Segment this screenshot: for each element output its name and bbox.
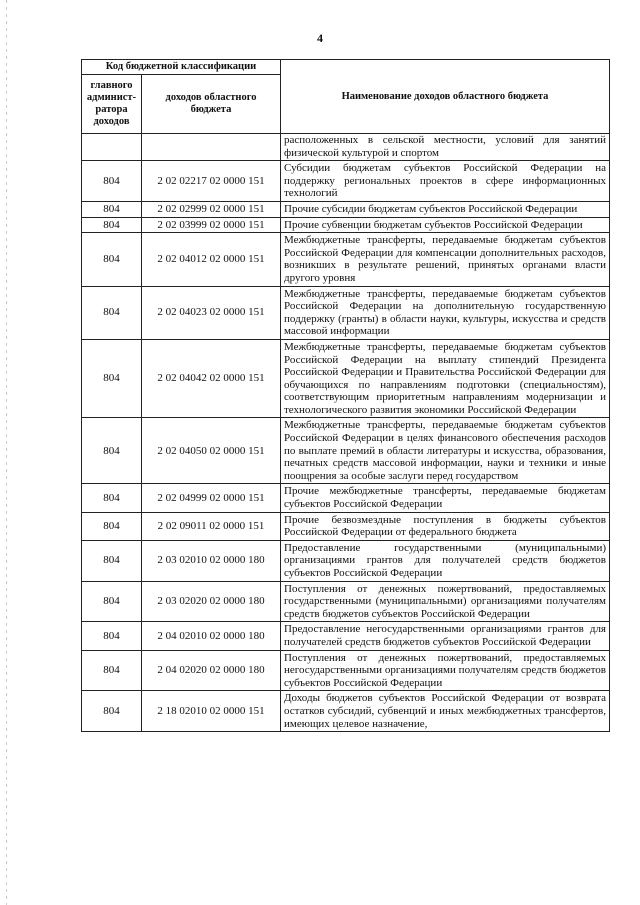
income-name-cell: Межбюджетные трансферты, передаваемые бюджетам субъектов Российской Федерации в целях финансового обеспечения расходов по выплате премий в области литературы и искусства, образования, печатных средств массовой информации, науки и техники и иные поощрения за особые заслуги перед государством — [281, 418, 610, 484]
income-code-cell: 2 02 02217 02 0000 151 — [142, 161, 281, 202]
header-income-column: доходов областного бюджета — [142, 75, 281, 134]
admin-code-cell: 804 — [82, 484, 142, 512]
admin-code-cell: 804 — [82, 217, 142, 233]
income-name-cell: Поступления от денежных пожертвований, предоставляемых государственными (муниципальными) организациями получателям средств бюджетов субъектов Российской Федерации — [281, 581, 610, 622]
empty-cell — [82, 134, 142, 161]
admin-code-cell: 804 — [82, 650, 142, 691]
table-row — [82, 217, 610, 233]
table-row — [82, 622, 610, 650]
empty-cell — [142, 134, 281, 161]
admin-code-cell: 804 — [82, 161, 142, 202]
table-row — [82, 650, 610, 691]
page-number: 4 — [317, 31, 323, 45]
header-admin-column: главного админист-ратора доходов — [82, 75, 142, 134]
admin-code-cell: 804 — [82, 201, 142, 217]
admin-code-cell: 804 — [82, 339, 142, 418]
admin-code-cell: 804 — [82, 286, 142, 339]
income-name-cell: Доходы бюджетов субъектов Российской Федерации от возврата остатков субсидий, субвенций и иных межбюджетных трансфертов, имеющих целевое назначение, — [281, 691, 610, 732]
income-code-cell: 2 02 04012 02 0000 151 — [142, 233, 281, 286]
income-code-cell: 2 03 02010 02 0000 180 — [142, 540, 281, 581]
income-name-cell: Предоставление негосударственными организациями грантов для получателей средств бюджетов субъектов Российской Федерации — [281, 622, 610, 650]
income-code-cell: 2 02 09011 02 0000 151 — [142, 512, 281, 540]
header-group-label: Код бюджетной классификации — [82, 60, 281, 75]
income-name-cell: Прочие субвенции бюджетам субъектов Российской Федерации — [281, 217, 610, 233]
admin-code-cell: 804 — [82, 622, 142, 650]
income-name-cell: Поступления от денежных пожертвований, предоставляемых негосударственными организациями получателям средств бюджетов субъектов Российской Федерации — [281, 650, 610, 691]
income-name-cell: Прочие субсидии бюджетам субъектов Российской Федерации — [281, 201, 610, 217]
table-row — [82, 691, 610, 732]
income-code-cell: 2 02 04042 02 0000 151 — [142, 339, 281, 418]
table-row — [82, 161, 610, 202]
income-name-cell: Прочие межбюджетные трансферты, передаваемые бюджетам субъектов Российской Федерации — [281, 484, 610, 512]
admin-code-cell: 804 — [82, 418, 142, 484]
table-row — [82, 581, 610, 622]
table-row — [82, 484, 610, 512]
income-name-cell: Межбюджетные трансферты, передаваемые бюджетам субъектов Российской Федерации на дополнительную государственную поддержку (гранты) в области науки, культуры, искусства и средств массовой информации — [281, 286, 610, 339]
income-code-cell: 2 04 02020 02 0000 180 — [142, 650, 281, 691]
income-name-cell: Субсидии бюджетам субъектов Российской Федерации на поддержку региональных проектов в сфере информационных технологий — [281, 161, 610, 202]
budget-classification-table — [81, 59, 610, 732]
income-code-cell: 2 02 04999 02 0000 151 — [142, 484, 281, 512]
admin-code-cell: 804 — [82, 581, 142, 622]
income-code-cell: 2 03 02020 02 0000 180 — [142, 581, 281, 622]
admin-code-cell: 804 — [82, 691, 142, 732]
income-name-cell: Прочие безвозмездные поступления в бюджеты субъектов Российской Федерации от федерального бюджета — [281, 512, 610, 540]
income-code-cell: 2 02 03999 02 0000 151 — [142, 217, 281, 233]
income-name-cell: Межбюджетные трансферты, передаваемые бюджетам субъектов Российской Федерации на выплату стипендий Президента Российской Федерации и Правительства Российской Федерации для обучающихся по направлениям подготовки (специальностям), соответствующим приоритетным направлениям модернизации и технологического развития экономики Российской Федерации — [281, 339, 610, 418]
table-row — [82, 339, 610, 418]
income-code-cell: 2 02 04023 02 0000 151 — [142, 286, 281, 339]
income-code-cell: 2 02 02999 02 0000 151 — [142, 201, 281, 217]
table-body — [82, 134, 610, 732]
table-row — [82, 286, 610, 339]
admin-code-cell: 804 — [82, 233, 142, 286]
continuation-text: расположенных в сельской местности, условий для занятий физической культурой и спортом — [281, 134, 610, 161]
scan-edge — [6, 0, 7, 905]
table-row — [82, 418, 610, 484]
income-name-cell: Межбюджетные трансферты, передаваемые бюджетам субъектов Российской Федерации для компенсации дополнительных расходов, возникших в результате решений, принятых органами власти другого уровня — [281, 233, 610, 286]
table-row — [82, 540, 610, 581]
table-row — [82, 512, 610, 540]
income-code-cell: 2 04 02010 02 0000 180 — [142, 622, 281, 650]
header-row-group — [82, 60, 610, 75]
table-row — [82, 201, 610, 217]
admin-code-cell: 804 — [82, 540, 142, 581]
income-code-cell: 2 18 02010 02 0000 151 — [142, 691, 281, 732]
table-row — [82, 233, 610, 286]
income-name-cell: Предоставление государственными (муниципальными) организациями грантов для получателей средств бюджетов субъектов Российской Федерации — [281, 540, 610, 581]
admin-code-cell: 804 — [82, 512, 142, 540]
income-code-cell: 2 02 04050 02 0000 151 — [142, 418, 281, 484]
continuation-row — [82, 134, 610, 161]
header-name-column: Наименование доходов областного бюджета — [281, 60, 610, 134]
